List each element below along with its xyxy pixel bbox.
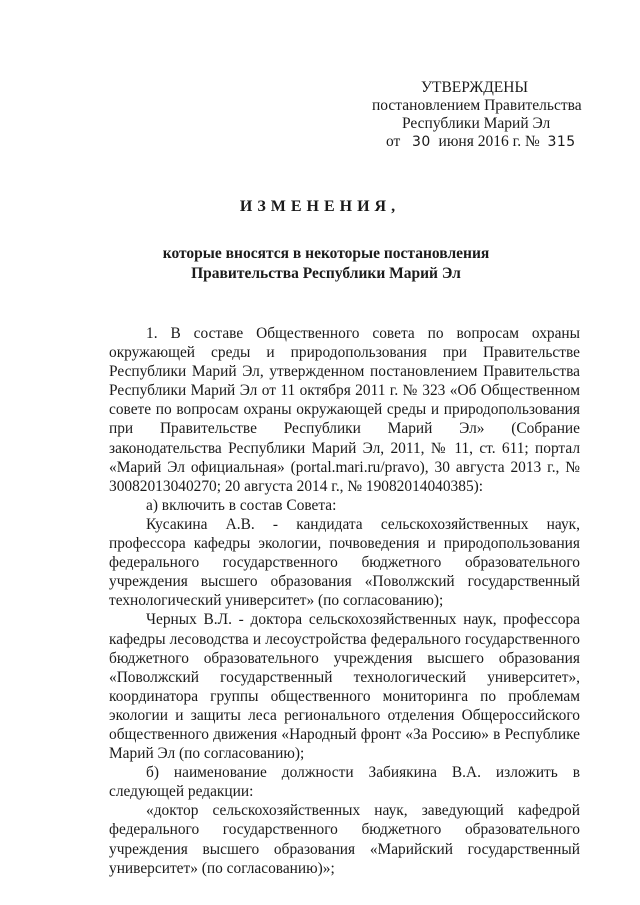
paragraph-item-1b: б) наименование должности Забиякина В.А. изложить в следующей редакции: <box>109 764 580 801</box>
approval-line-date <box>372 133 612 151</box>
document-body <box>109 324 580 878</box>
approval-day: 30 <box>411 134 431 150</box>
document-title: ИЗМЕНЕНИЯ, <box>239 198 401 215</box>
document-subtitle-line2: Правительства Республики Марий Эл <box>191 265 461 282</box>
paragraph-item-1: 1. В составе Общественного совета по вопросам охраны окружающей среды и природопользования при Правительстве Республики Марий Эл, утвержденном постановлением Правительства Республики Марий Эл от 11 октября 2011 г. № 323 «Об Общественном совете по вопросам охраны окружающей среды и природопользования при Правительстве Республики Марий Эл» (Собрание законодательства Республики Марий Эл, 2011, № 11, ст. 611; портал «Марий Эл официальная» (portal.mari.ru/pravo), 30 августа 2013 г., № 30082013040270; 20 августа 2014 г., № 19082014040385): <box>109 325 580 495</box>
paragraph-chernykh: Черных В.Л. - доктора сельскохозяйственных наук, профессора кафедры лесоводства и лесоустройства федерального государственного бюджетного образовательного учреждения высшего образования «Поволжский государственный технологический университет», координатора группы общественного мониторинга по проблемам экологии и защиты леса регионального отделения Общероссийского общественного движения «Народный фронт «За Россию» в Республике Марий Эл (по согласованию); <box>109 611 580 763</box>
paragraph-kusakin: Кусакина А.В. - кандидата сельскохозяйственных наук, профессора кафедры экологии, почвоведения и природопользования федерального государственного бюджетного образовательного учреждения высшего образования «Поволжский государственный технологический университет» (по согласованию); <box>109 515 580 610</box>
document-subtitle-line1: которые вносятся в некоторые постановления <box>162 245 490 262</box>
paragraph-new-wording: «доктор сельскохозяйственных наук, заведующий кафедрой федерального государственного бюджетного образовательного учреждения высшего образования «Марийский государственный университет» (по согласованию)»; <box>109 802 580 877</box>
approval-line-republic: Республики Марий Эл <box>402 115 551 132</box>
approval-line-resolution: постановлением Правительства <box>372 97 582 114</box>
approval-from-label: от <box>386 133 401 150</box>
paragraph-item-1a: а) включить в состав Совета: <box>146 496 337 514</box>
approval-number: 315 <box>547 134 576 150</box>
approval-month-year: июня 2016 г. № <box>438 133 540 150</box>
document-subtitle <box>0 244 640 284</box>
approval-stamp <box>372 79 612 151</box>
approval-title: УТВЕРЖДЕНЫ <box>421 79 528 96</box>
